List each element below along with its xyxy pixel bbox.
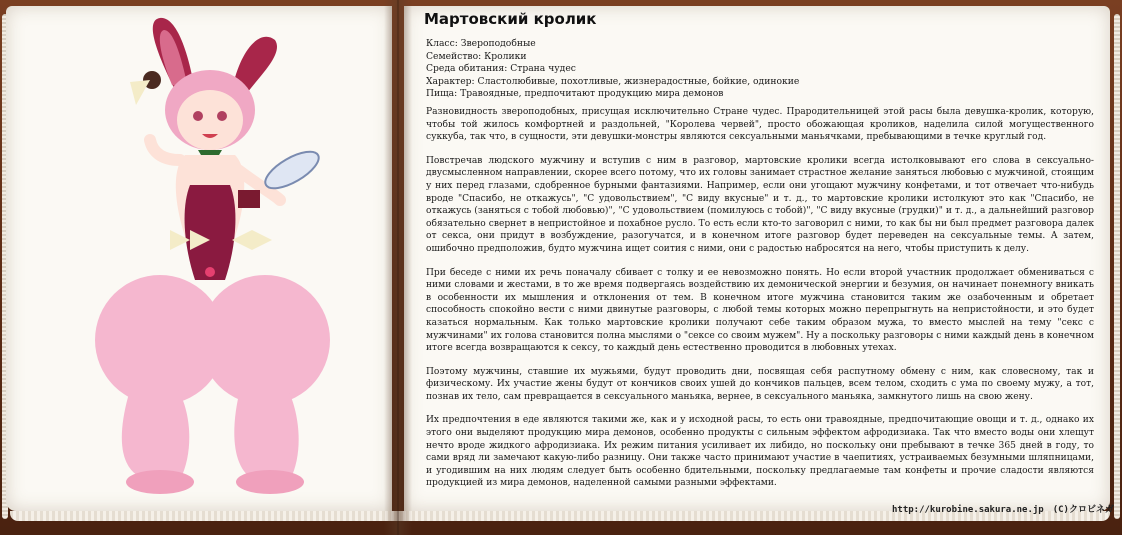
description-body [426,106,1094,501]
paragraph: Повстречав людского мужчину и вступив с ним в разговор, мартовские кролики всегда истолковывают его слова в сексуально-двусмысленном направлении, скорее всего потому, что их головы занимает страстное желание заняться любовью с мужчиной, стоящим у них перед глазами, сдобренное бурными фантазиями. Например, если они угощают мужчину конфетами, и тот отвечает что-нибудь вроде "Спасибо, не откажусь", "С удовольствием", "С виду вкусные" и т. д., то мартовские кролики истолкуют это как "Спасибо, не откажусь (заняться с тобой любовью)", "С удовольствием (помилуюсь с тобой)", "С виду вкусные (грудки)" и т. д., а дальнейший разговор обязательно свернет в непристойное и похабное русло. То есть если кто-то заговорил с ними, то как бы ни был предмет разговора далек от секса, они придут в возбуждение, разогучатся, и в конечном итоге разговор будет переведен на сексуальные темы. А затем, ошибочно предположив, будто мужчина ищет соития с ними, они с радостью набросятся на него, чтобы приступить к делу. [426,155,1094,254]
book-spine [384,0,412,535]
page-title: Мартовский кролик [424,10,597,28]
paragraph: При беседе с ними их речь поначалу сбивает с толку и ее невозможно понять. Но если второй участник продолжает обмениваться с ними словами и жестами, в то же время подвергаясь воздействию их демонической энергии и безумия, он начинает понемногу вникать в особенности их мышления и отклонения от тем. В конечном итоге мужчина становится таким же озабоченным и обретает способность спокойно вести с ними двинутые разговоры, с любой темы которых можно перепрыгнуть на непристойности, и это будет казаться нормальным. Как только мартовские кролики получают себе таким образом мужа, то вместо мыслей на тему "секс с мужчинами" их голова становится полна мыслями о "сексе со своим мужем". Ну а поскольку разговоры с ними каждый день в конечном итоге всегда возвращаются к сексу, то каждый день естественно проводится в любовных утехах. [426,267,1094,354]
stats-block [426,38,1086,101]
paragraph: Разновидность звероподобных, присущая исключительно Стране чудес. Прародительницей этой расы была девушка-кролик, которую, чтобы той жилось комфортней и раздольней, "Королева червей", просто обожающая кроликов, наделила силой могущественного суккуба, так что, в сущности, эти девушки-монстры являются сексуальными маньячками, пребывающими в течке круглый год. [426,107,1094,143]
stat-class: Класс: Звероподобные [426,38,536,49]
march-hare-illustration [60,10,360,500]
stat-food: Пища: Травоядные, предпочитают продукцию мира демонов [426,88,724,100]
paragraph: Их предпочтения в еде являются такими же, как и у исходной расы, то есть они травоядные, предпочитающие овощи и т. д., однако их этого они выделяют продукцию мира демонов, особенно продукты с сильным эффектом афродизиака. Так что вместо воды они хлещут нечто вроде жидкого афродизиака. Их режим питания усиливает их либидо, но поскольку они пребывают в течке 365 дней в году, то сами вряд ли замечают какую-либо разницу. Они также часто принимают участие в чаепитиях, устраиваемых безумными шляпницами, и угодившим на них людям следует быть особенно бдительными, поскольку предлагаемые там конфеты и прочие сладости являются продукцией из мира демонов, наделенной самыми разными эффектами. [426,415,1094,489]
stat-family: Семейство: Кролики [426,50,527,62]
page-edges-right [1114,14,1120,519]
stat-habitat: Среда обитания: Страна чудес [426,63,576,75]
copyright-credit: http://kurobine.sakura.ne.jp (C)クロビネガ [892,505,1114,515]
stat-character: Характер: Сластолюбивые, похотливые, жизнерадостные, бойкие, одинокие [426,75,800,87]
paragraph: Поэтому мужчины, ставшие их мужьями, будут проводить дни, посвящая себя распутному обмену с ним, как словесному, так и физическому. Их участие жены будут от кончиков своих ушей до кончиков пальцев, всем телом, сходить с ума по своему мужу, а тот, познав их тело, сам превращается в сексуального маньяка, вернее, в сексуального маньяка, замкнутого лишь на свою жену. [426,366,1094,402]
